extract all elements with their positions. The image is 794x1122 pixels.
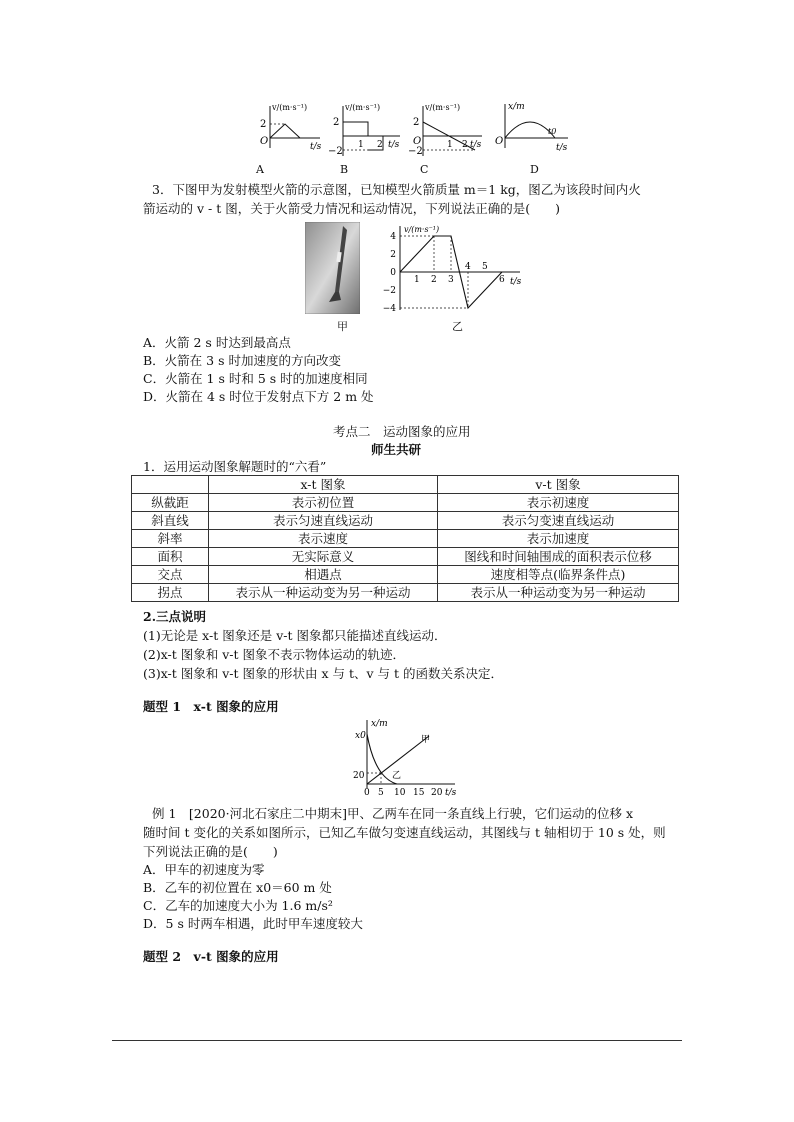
svg-text:2: 2 (462, 140, 468, 150)
type1-title: 题型 1 x-t 图象的应用 (143, 699, 279, 714)
q3-option-d: D．火箭在 4 s 时位于发射点下方 2 m 处 (143, 389, 374, 404)
svg-text:t/s: t/s (388, 140, 400, 150)
vt-ytick-label: 2 (390, 250, 396, 260)
note-2: (2)x-t 图象和 v-t 图象不表示物体运动的轨迹． (143, 647, 406, 662)
svg-text:t/s: t/s (310, 142, 322, 152)
vt-xtick-label: 1 (414, 275, 420, 285)
note-1: (1)无论是 x-t 图象还是 v-t 图象都只能描述直线运动． (143, 628, 447, 643)
xt-chart (345, 716, 465, 800)
vt-xtick-label: 6 (499, 275, 505, 285)
svg-text:t/s: t/s (470, 140, 482, 150)
caption-jia: 甲 (337, 320, 348, 333)
vt-ylabel: v/(m·s⁻¹) (404, 225, 440, 234)
six-looks-heading: 1．运用运动图象解题时的“六看” (143, 459, 327, 474)
note-3: (3)x-t 图象和 v-t 图象的形状由 x 与 t、v 与 t 的函数关系决定． (143, 666, 504, 681)
top-graphs-row (250, 98, 580, 166)
table-header-row: x-t 图象 v-t 图象 (132, 476, 679, 494)
svg-text:O: O (413, 136, 422, 147)
example1-option-c: C．乙车的加速度大小为 1.6 m/s² (143, 898, 333, 913)
vt-xtick-label: 5 (482, 262, 488, 272)
table-row: 斜率 表示速度 表示加速度 (132, 530, 679, 548)
graph-label-c: C (420, 163, 429, 176)
svg-text:2: 2 (260, 119, 267, 130)
example1-line1: 例 1 [2020·河北石家庄二中期末]甲、乙两车在同一条直线上行驶，它们运动的位移 x (152, 806, 633, 821)
q3-option-b: B．火箭在 3 s 时加速度的方向改变 (143, 353, 341, 368)
xt-origin: 0 (364, 788, 370, 798)
page-footer-rule (112, 1040, 682, 1041)
table-row: 斜直线 表示匀速直线运动 表示匀变速直线运动 (132, 512, 679, 530)
section-subtitle: 师生共研 (371, 442, 422, 457)
xt-ylabel: x/m (371, 719, 388, 729)
vt-chart (365, 222, 525, 314)
svg-text:−2: −2 (408, 146, 423, 157)
graph-c (408, 103, 482, 157)
svg-text:t0: t0 (548, 127, 557, 136)
svg-text:1: 1 (447, 140, 453, 150)
rocket-photo (305, 222, 360, 314)
svg-text:O: O (260, 136, 269, 147)
xt-20-label: 20 (353, 771, 365, 781)
vt-xtick-label: 3 (448, 275, 454, 285)
graph-label-d: D (530, 163, 539, 176)
xt-x0-label: x0 (355, 731, 366, 741)
xt-tick: 5 (378, 788, 384, 798)
vt-ytick-label: 0 (390, 268, 396, 278)
svg-text:2: 2 (333, 117, 340, 128)
q3-stem-line1: 3．下图甲为发射模型火箭的示意图，已知模型火箭质量 m＝1 kg，图乙为该段时间内火 (152, 182, 641, 197)
vt-xtick-label: 4 (465, 262, 471, 272)
vt-ytick-label: 4 (390, 232, 396, 242)
table-row: 拐点 表示从一种运动变为另一种运动 表示从一种运动变为另一种运动 (132, 584, 679, 602)
svg-text:2: 2 (413, 117, 420, 128)
graph-d (495, 102, 568, 153)
graph-b-yaxis-label: v/(m·s⁻¹) (345, 103, 381, 112)
graph-b (328, 103, 400, 157)
caption-yi: 乙 (452, 320, 463, 333)
example1-line2: 随时间 t 变化的关系如图所示，已知乙车做匀变速直线运动，其图线与 t 轴相切于 10 s 处，则 (143, 825, 666, 840)
svg-text:x/m: x/m (508, 102, 525, 112)
example1-option-b: B．乙车的初位置在 x0＝60 m 处 (143, 880, 332, 895)
example1-option-d: D．5 s 时两车相遇，此时甲车速度较大 (143, 916, 363, 931)
example1-line3: 下列说法正确的是( ) (143, 844, 278, 859)
graph-a-yaxis-label: v/(m·s⁻¹) (272, 103, 308, 112)
vt-xtick-label: 2 (431, 275, 437, 285)
table-row: 交点 相遇点 速度相等点(临界条件点) (132, 566, 679, 584)
xt-tick: 20 (431, 788, 443, 798)
graph-a (260, 103, 322, 152)
svg-text:−2: −2 (328, 146, 343, 157)
svg-text:1: 1 (358, 140, 364, 150)
q3-stem-line2: 箭运动的 v - t 图，关于火箭受力情况和运动情况，下列说法正确的是( ) (143, 201, 560, 216)
xt-xlabel: t/s (445, 788, 457, 798)
q3-option-c: C．火箭在 1 s 时和 5 s 时的加速度相同 (143, 371, 368, 386)
graph-c-yaxis-label: v/(m·s⁻¹) (425, 103, 461, 112)
vt-xlabel: t/s (510, 277, 522, 287)
svg-text:O: O (495, 136, 504, 147)
six-looks-table (131, 475, 679, 602)
three-notes-heading: 2.三点说明 (143, 609, 207, 624)
vt-ytick-label: −4 (382, 304, 396, 314)
table-row: 面积 无实际意义 图线和时间轴围成的面积表示位移 (132, 548, 679, 566)
example1-option-a: A．甲车的初速度为零 (143, 862, 265, 877)
xt-tick: 10 (394, 788, 406, 798)
graph-label-a: A (256, 163, 264, 176)
table-row: 纵截距 表示初位置 表示初速度 (132, 494, 679, 512)
svg-text:t/s: t/s (556, 143, 568, 153)
xt-tick: 15 (413, 788, 425, 798)
xt-series-yi-label: 乙 (392, 771, 402, 781)
vt-ytick-label: −2 (382, 286, 396, 296)
type2-title: 题型 2 v-t 图象的应用 (143, 949, 279, 964)
svg-text:2: 2 (377, 140, 383, 150)
q3-option-a: A．火箭 2 s 时达到最高点 (143, 335, 291, 350)
section-title: 考点二 运动图象的应用 (333, 424, 471, 439)
graph-label-b: B (340, 163, 349, 176)
xt-series-jia-label: 甲 (421, 735, 431, 745)
